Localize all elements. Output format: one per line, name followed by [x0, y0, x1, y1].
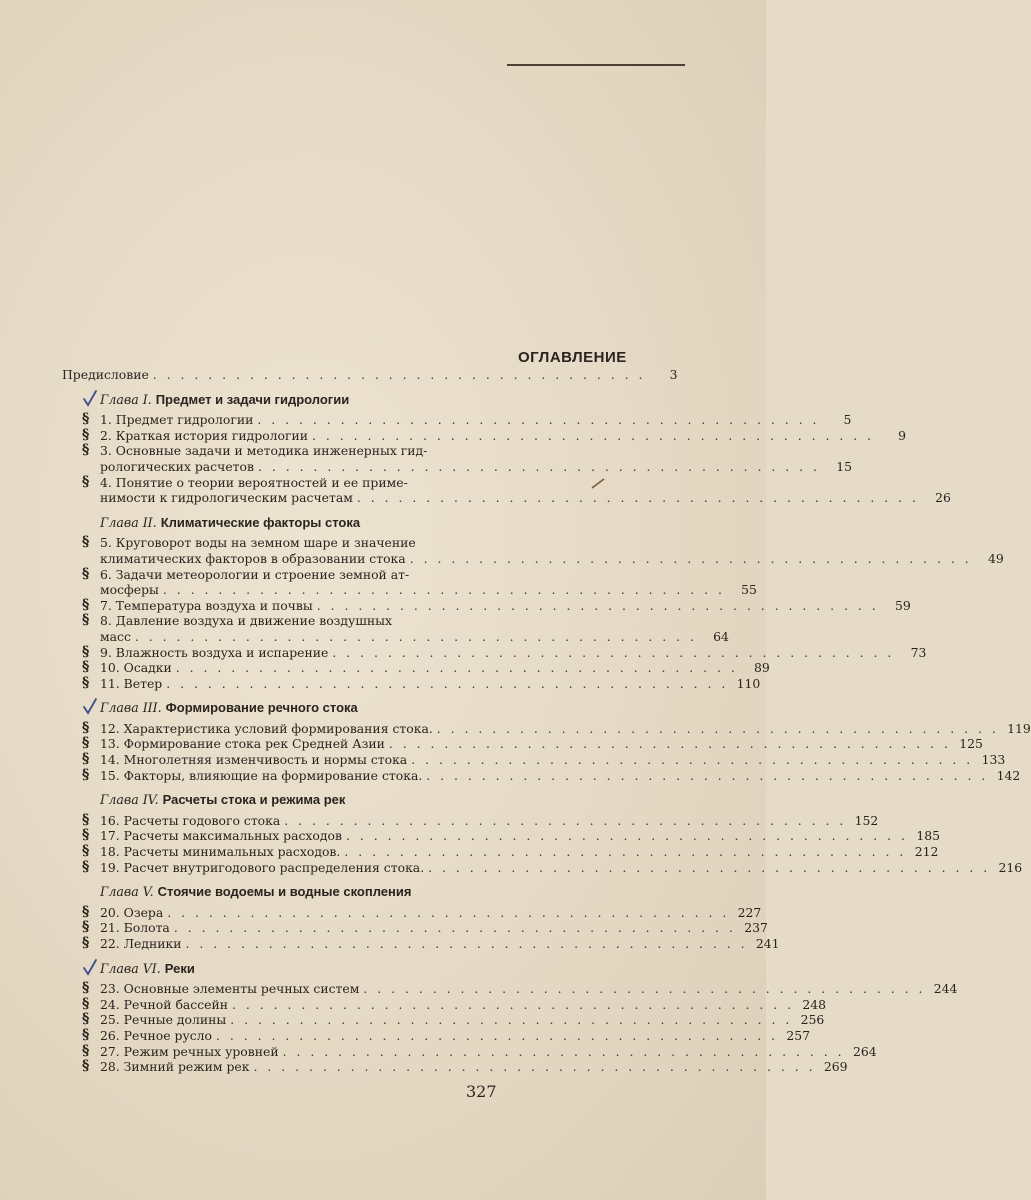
top-rule [507, 64, 685, 66]
entry-number: 20. [100, 904, 120, 920]
entry-text-wrap [100, 676, 162, 692]
entry-line [100, 1027, 811, 1044]
entry-text: Речные долины [123, 1012, 227, 1028]
entry-text: Круговорот воды на земном шаре и значение [115, 535, 416, 551]
entry-body [100, 443, 852, 474]
entry-text: масс [100, 628, 131, 644]
section-symbol: § [82, 766, 90, 783]
pencil-mark-icon [590, 476, 606, 490]
chapter-title: Климатические факторы стока [160, 514, 361, 530]
entry-text: Многолетняя изменчивость и нормы стока [123, 752, 408, 768]
section-symbol: § [82, 534, 90, 551]
chapter-label: Глава II. [100, 514, 157, 530]
entry-body [100, 720, 1031, 737]
leader-dots: . . . . . . . . . . . . . . . . . . . . . . . . . . . . . . . . . . . . . . . . . [167, 904, 730, 920]
entry-body [100, 981, 958, 997]
leader-dots: . . . . . . . . . . . . . . . . . . . . . . . . . . . . . . . . . . . . . . . . . [166, 675, 729, 691]
entry-line [100, 752, 1006, 768]
leader-dots: . . . . . . . . . . . . . . . . . . . . . . . . . . . . . . . . . . . . . . . . . [356, 490, 919, 506]
entry-number: 28. [100, 1059, 120, 1075]
leader-dots: . . . . . . . . . . . . . . . . . . . . . . . . . . . . . . . . . . . . . . . . . [216, 1027, 779, 1043]
entry-page: 73 [910, 644, 927, 660]
entry-number: 8. [100, 613, 112, 629]
leader-dots: . . . . . . . . . . . . . . . . . . . . . . . . . . . . . . . . . . . . [152, 367, 646, 382]
section-symbol: § [82, 719, 90, 736]
entry-text: Температура воздуха и почвы [115, 597, 313, 613]
entry-line [100, 828, 940, 844]
entry-number: 27. [100, 1043, 120, 1059]
entry-line [100, 981, 958, 997]
entry-page: 257 [786, 1027, 811, 1043]
entry-page: 64 [713, 628, 729, 644]
entry-text-wrap [100, 981, 359, 997]
entry-body [100, 920, 768, 936]
leader-dots: . . . . . . . . . . . . . . . . . . . . . . . . . . . . . . . . . . . . . . . . . [162, 582, 725, 598]
entry-line [100, 644, 927, 661]
entry-page: 248 [802, 996, 827, 1012]
entry-text: Расчеты минимальных расходов. [123, 844, 341, 860]
entry-page: 110 [736, 675, 761, 691]
entry-text-wrap [100, 768, 422, 784]
chapter-label: Глава III. [100, 700, 162, 716]
entry-page: 256 [800, 1012, 825, 1028]
page-title: ОГЛАВЛЕНИЕ [518, 349, 627, 366]
entry-page: 244 [933, 981, 958, 997]
entry-number: 16. [100, 812, 120, 828]
entry-body [100, 566, 757, 598]
entry-text-line [100, 613, 492, 629]
toc-entry [62, 659, 770, 676]
chapter-heading [62, 961, 492, 977]
entry-body [100, 675, 761, 692]
leader-dots: . . . . . . . . . . . . . . . . . . . . . . . . . . . . . . . . . . . . . . . . . [232, 996, 795, 1012]
toc-entry [62, 426, 907, 444]
entry-text-wrap [100, 660, 172, 676]
leader-dots: . . . . . . . . . . . . . . . . . . . . . . . . . . . . . . . . . . . . . . . . . [185, 936, 748, 951]
chapter-label: Глава VI. [100, 960, 161, 976]
entry-page: 185 [916, 828, 940, 844]
entry-number: 25. [100, 1012, 120, 1028]
entry-text-wrap [100, 828, 342, 844]
entry-text-line [100, 535, 492, 551]
entry-number: 13. [100, 736, 120, 752]
entry-line [100, 458, 852, 475]
entry-text: Режим речных уровней [123, 1043, 279, 1059]
entry-number: 17. [100, 828, 120, 844]
section-symbol: § [82, 935, 90, 951]
entry-text-line [100, 567, 492, 583]
entry-text: Предмет гидрологии [115, 412, 254, 428]
checkmark-icon [82, 698, 96, 714]
leader-dots: . . . . . . . . . . . . . . . . . . . . . . . . . . . . . . . . . . . . . . . . . [345, 828, 908, 844]
section-symbol: § [82, 411, 90, 428]
entry-line [100, 736, 983, 752]
entry-body [100, 597, 911, 614]
entry-line [100, 660, 770, 676]
entry-line [100, 412, 852, 428]
entry-text: Характеристика условий формирования стока. [123, 720, 433, 736]
entry-line [100, 597, 911, 614]
entry-text-wrap [100, 412, 253, 428]
leader-dots: . . . . . . . . . . . . . . . . . . . . . . . . . . . . . . . . . . . . . . . . . [426, 767, 989, 783]
entry-body [100, 613, 729, 644]
chapter-title: Формирование речного стока [165, 700, 358, 716]
entry-page: 216 [998, 859, 1023, 875]
entry-text: Ветер [123, 675, 163, 691]
entry-page: 55 [741, 582, 757, 598]
entry-text: Факторы, влияющие на формирование стока. [123, 767, 423, 783]
entry-body [100, 427, 907, 444]
toc-entry [62, 534, 1004, 566]
entry-body [100, 767, 1021, 784]
entry-body [100, 660, 770, 676]
entry-body [100, 1059, 848, 1075]
section-symbol: § [82, 473, 90, 490]
section-symbol: § [82, 827, 90, 844]
entry-text-wrap [100, 813, 280, 829]
entry-page: 133 [981, 752, 1006, 768]
entry-number: 11. [100, 675, 120, 691]
leader-dots: . . . . . . . . . . . . . . . . . . . . . . . . . . . . . . . . . . . . . . . . . [332, 644, 895, 660]
section-symbol: § [82, 995, 90, 1012]
section-symbol: § [82, 751, 90, 768]
leader-dots: . . . . . . . . . . . . . . . . . . . . . . . . . . . . . . . . . . . . . . . . . [312, 427, 875, 443]
entry-number: 23. [100, 981, 120, 997]
entry-page: 237 [744, 920, 768, 936]
toc-entry [62, 612, 729, 644]
toc-entry [62, 1026, 811, 1044]
toc-entry [62, 843, 939, 860]
leader-dots: . . . . . . . . . . . . . . . . . . . . . . . . . . . . . . . . . . . . . . . . . [257, 412, 820, 428]
toc-entry [62, 674, 761, 692]
toc-entry [62, 995, 827, 1013]
toc-entry [62, 1042, 877, 1060]
toc-entry [62, 411, 852, 428]
toc-entry [62, 596, 911, 614]
entry-body [100, 996, 827, 1013]
entry-page: 59 [894, 597, 911, 613]
entry-line [100, 920, 768, 936]
toc-entry [62, 903, 762, 921]
entry-text-wrap [100, 490, 353, 506]
entry-text-wrap [100, 582, 159, 598]
entry-line [100, 628, 729, 645]
section-symbol: § [82, 612, 90, 629]
entry-number: 5. [100, 535, 112, 551]
section-symbol: § [82, 426, 90, 443]
entry-number: 7. [100, 597, 112, 613]
entry-text: Расчеты максимальных расходов [123, 828, 342, 844]
entry-line [100, 996, 827, 1013]
section-symbol: § [82, 565, 90, 582]
entry-number: 18. [100, 844, 120, 860]
entry-page: 227 [737, 904, 762, 920]
entry-body [100, 412, 852, 428]
entry-text: Влажность воздуха и испарение [115, 644, 329, 660]
leader-dots: . . . . . . . . . . . . . . . . . . . . . . . . . . . . . . . . . . . . . . . . . [409, 550, 972, 566]
entry-text-wrap [100, 645, 328, 661]
section-symbol: § [82, 1042, 90, 1059]
section-symbol: § [82, 843, 90, 860]
entry-text: мосферы [100, 582, 159, 598]
toc-entry [62, 442, 852, 474]
entry-number: 14. [100, 752, 120, 768]
toc-entry [62, 735, 983, 752]
entry-line [100, 844, 939, 860]
entry-body [100, 844, 939, 860]
entry-line [100, 490, 951, 506]
entry-text-wrap [100, 721, 433, 737]
entry-line [100, 427, 907, 444]
leader-dots: . . . . . . . . . . . . . . . . . . . . . . . . . . . . . . . . . . . . . . . . . [388, 736, 951, 752]
leader-dots: . . . . . . . . . . . . . . . . . . . . . . . . . . . . . . . . . . . . . . . . . [436, 720, 999, 736]
toc-entry [62, 1011, 825, 1028]
entry-page: 142 [996, 767, 1021, 783]
entry-page: 269 [823, 1059, 848, 1075]
entry-text-wrap [100, 936, 182, 952]
section-symbol: § [82, 1058, 90, 1075]
entry-page: 152 [854, 812, 879, 828]
chapter-heading [62, 392, 492, 408]
entry-number: 22. [100, 936, 120, 951]
entry-text-wrap [100, 1012, 226, 1028]
preface-entry [62, 367, 678, 383]
entry-text: нимости к гидрологическим расчетам [100, 490, 353, 506]
toc-entry [62, 751, 1006, 768]
section-symbol: § [82, 596, 90, 613]
entry-line [100, 675, 761, 692]
chapter-label: Глава V. [100, 884, 154, 900]
section-symbol: § [82, 858, 90, 875]
entry-body [100, 904, 762, 921]
entry-body [100, 736, 983, 752]
entry-number: 24. [100, 996, 120, 1012]
entry-text: Формирование стока рек Средней Азии [123, 736, 385, 752]
section-symbol: § [82, 674, 90, 691]
section-symbol: § [82, 811, 90, 828]
entry-text-line [100, 443, 492, 459]
entry-number: 9. [100, 644, 112, 660]
leader-dots: . . . . . . . . . . . . . . . . . . . . . . . . . . . . . . . . . . . . . . . . . [175, 660, 738, 676]
entry-text: Ледники [123, 936, 182, 951]
entry-line [100, 812, 879, 829]
entry-body [100, 936, 780, 952]
entry-number: 4. [100, 474, 112, 490]
entry-text: Основные задачи и методика инженерных гид- [115, 443, 428, 459]
entry-text-wrap [100, 551, 406, 567]
entry-line [100, 1059, 848, 1075]
section-symbol: § [82, 1011, 90, 1028]
entry-text-wrap [100, 844, 340, 860]
table-of-contents [62, 367, 1031, 1075]
entry-number: 21. [100, 920, 120, 936]
entry-page: 26 [935, 490, 951, 506]
entry-number: 1. [100, 412, 112, 428]
toc-entry [62, 811, 879, 829]
entry-text-wrap [100, 428, 308, 444]
toc-entry [62, 919, 768, 936]
entry-number: 12. [100, 720, 120, 736]
toc-entry [62, 643, 927, 661]
entry-line [100, 767, 1021, 784]
entry-line [100, 904, 762, 921]
entry-text: Краткая история гидрологии [115, 427, 308, 443]
entry-text: Расчет внутригодового распределения стока. [123, 859, 425, 875]
entry-line [100, 720, 1031, 737]
section-symbol: § [82, 919, 90, 936]
chapter-title: Реки [164, 960, 195, 976]
entry-text: Понятие о теории вероятностей и ее приме- [115, 474, 408, 490]
entry-text: Речной бассейн [123, 996, 229, 1012]
entry-text-wrap [100, 1028, 212, 1044]
entry-page: 89 [754, 660, 770, 676]
entry-body [100, 644, 927, 661]
entry-page: 125 [959, 736, 983, 752]
entry-text: Речное русло [123, 1027, 213, 1043]
toc-entry [62, 1058, 848, 1075]
entry-page: 9 [898, 427, 907, 443]
leader-dots: . . . . . . . . . . . . . . . . . . . . . . . . . . . . . . . . . . . . . . . . . [428, 859, 991, 875]
toc-entry [62, 766, 1021, 784]
chapter-label: Глава IV. [100, 792, 159, 808]
chapter-title: Стоячие водоемы и водные скопления [157, 884, 412, 900]
entry-body [100, 1012, 825, 1028]
leader-dots: . . . . . . . . . . . . . . . . . . . . . . . . . . . . . . . . . . . . . . . . . [363, 981, 926, 997]
entry-number: 26. [100, 1027, 120, 1043]
entry-text: Основные элементы речных систем [123, 981, 360, 997]
entry-page: 241 [755, 936, 780, 951]
preface-page: 3 [669, 367, 678, 382]
entry-line [100, 1043, 877, 1060]
toc-entry [62, 827, 940, 844]
entry-number: 6. [100, 566, 112, 582]
entry-text-wrap [100, 860, 424, 876]
entry-line [100, 582, 757, 598]
leader-dots: . . . . . . . . . . . . . . . . . . . . . . . . . . . . . . . . . . . . . . . . . [253, 1059, 816, 1075]
entry-page: 264 [852, 1043, 877, 1059]
entry-page: 212 [914, 844, 939, 860]
toc-entry [62, 565, 757, 598]
entry-number: 10. [100, 660, 120, 676]
entry-text: Болота [123, 920, 170, 936]
toc-entry [62, 980, 958, 997]
entry-text: климатических факторов в образовании стока [100, 550, 406, 566]
preface-label: Предисловие [62, 367, 149, 382]
section-symbol: § [82, 643, 90, 660]
section-symbol: § [82, 735, 90, 752]
toc-entry [62, 719, 1031, 737]
entry-text-wrap [100, 997, 228, 1013]
entry-line [100, 1012, 825, 1028]
entry-text-wrap [100, 598, 313, 614]
checkmark-icon [82, 959, 96, 975]
entry-number: 19. [100, 859, 120, 875]
toc-entry [62, 473, 951, 506]
chapter-heading [62, 792, 492, 808]
entry-text: рологических расчетов [100, 458, 254, 474]
entry-line [100, 936, 780, 952]
entry-body [100, 474, 951, 506]
entry-page: 119 [1007, 720, 1031, 736]
chapter-heading [62, 700, 492, 716]
entry-text-wrap [100, 920, 170, 936]
entry-text-wrap [100, 1044, 279, 1060]
chapter-label: Глава I. [100, 391, 152, 407]
entry-number: 15. [100, 767, 120, 783]
toc-entry [62, 858, 1023, 876]
chapter-heading [62, 515, 492, 531]
entry-page: 15 [836, 458, 852, 474]
leader-dots: . . . . . . . . . . . . . . . . . . . . . . . . . . . . . . . . . . . . . . . . . [134, 628, 697, 644]
section-symbol: § [82, 659, 90, 676]
entry-line [100, 859, 1023, 876]
entry-text: Озера [123, 904, 164, 920]
entry-number: 2. [100, 427, 112, 443]
entry-body [100, 812, 879, 829]
entry-body [100, 535, 1004, 566]
leader-dots: . . . . . . . . . . . . . . . . . . . . . . . . . . . . . . . . . . . . . . . . . [173, 920, 736, 936]
entry-text-wrap [100, 1059, 250, 1075]
entry-body [100, 859, 1023, 876]
entry-text-wrap [100, 905, 163, 921]
section-symbol: § [82, 903, 90, 920]
leader-dots: . . . . . . . . . . . . . . . . . . . . . . . . . . . . . . . . . . . . . . . . . [316, 597, 879, 613]
section-symbol: § [82, 980, 90, 997]
entry-text: Давление воздуха и движение воздушных [115, 613, 392, 629]
entry-page: 49 [987, 550, 1004, 566]
entry-body [100, 752, 1006, 768]
toc-entry [62, 935, 780, 952]
chapter-title: Расчеты стока и режима рек [162, 792, 346, 808]
section-symbol: § [82, 1026, 90, 1043]
entry-text: Зимний режим рек [123, 1059, 250, 1075]
entry-body [100, 1027, 811, 1044]
chapter-heading [62, 884, 492, 900]
entry-body [100, 1043, 877, 1060]
entry-number: 3. [100, 443, 112, 459]
entry-page: 5 [843, 412, 852, 428]
entry-text-line [100, 475, 492, 491]
entry-text-wrap [100, 459, 254, 475]
entry-text: Задачи метеорологии и строение земной ат- [115, 566, 410, 582]
entry-text: Расчеты годового стока [123, 812, 281, 828]
leader-dots: . . . . . . . . . . . . . . . . . . . . . . . . . . . . . . . . . . . . . . . . . [257, 458, 820, 474]
entry-text-wrap [100, 752, 407, 768]
leader-dots: . . . . . . . . . . . . . . . . . . . . . . . . . . . . . . . . . . . . . . . . . [411, 752, 974, 768]
section-symbol: § [82, 442, 90, 459]
entry-line [100, 550, 1004, 567]
leader-dots: . . . . . . . . . . . . . . . . . . . . . . . . . . . . . . . . . . . . . . . . . [230, 1012, 793, 1028]
entry-text: Осадки [123, 660, 172, 676]
entry-text-wrap [100, 629, 131, 645]
entry-body [100, 828, 940, 844]
entry-text-wrap [100, 736, 385, 752]
leader-dots: . . . . . . . . . . . . . . . . . . . . . . . . . . . . . . . . . . . . . . . . . [344, 844, 907, 860]
chapter-title: Предмет и задачи гидрологии [155, 391, 350, 407]
checkmark-icon [82, 390, 96, 406]
page-number: 327 [466, 1082, 497, 1101]
leader-dots: . . . . . . . . . . . . . . . . . . . . . . . . . . . . . . . . . . . . . . . . . [282, 1043, 845, 1059]
leader-dots: . . . . . . . . . . . . . . . . . . . . . . . . . . . . . . . . . . . . . . . . . [284, 812, 847, 828]
